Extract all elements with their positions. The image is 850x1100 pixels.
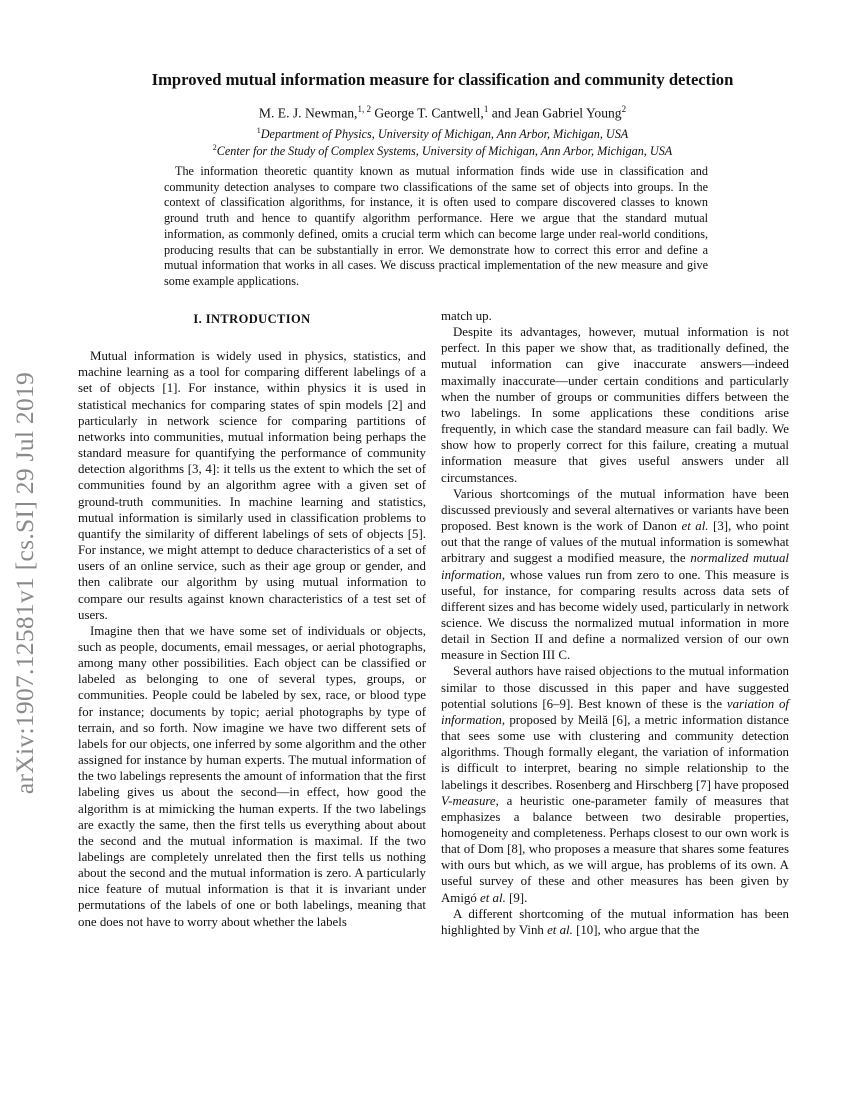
affiliation-1: $^1$Department of Physics, University of Michigan, Ann Arbor, Michigan, USA xyxy=(256,126,629,142)
paragraph: Mutual information is widely used in physics, statistics, and machine learning as a tool for comparing different labelings of a set of objects [1]. For instance, within physics it is used in statistical mechanics for comparing states of spin models [2] and particularly in network science for comparing partitions of networks into communities, mutual information being perhaps the standard measure for quantifying the performance of community detection algorithms [3, 4]: it tells us the extent to which the set of communities found by an algorithm agree with a given set of ground-truth communities. In machine learning and statistics, mutual information is similarly used in classification problems to quantify the similarity of different labelings of sets of objects [5]. For instance, we might attempt to deduce characteristics of a set of users of an online service, such as their age group or gender, and then calibrate our algorithm by using mutual information to compare our results against known characteristics of a test set of users. xyxy=(78,349,426,622)
paragraph: Imagine then that we have some set of individuals or objects, such as people, documents, email messages, or aerial photographs, among many other possibilities. Each object can be classified or labeled as belonging to one of several types, groups, or communities. People could be labeled by sex, race, or blood type for instance; documents by topic; aerial photographs by type of terrain, and so forth. Now imagine we have two different sets of labels for our objects, one inferred by some algorithm and the other assigned for instance by human experts. The mutual information of the two labelings represents the amount of information that the first labeling gives us about the second—in effect, how good the algorithm is at mimicking the human experts. If the two labelings are exactly the same, then the first tells us everything about about the second and the mutual information is maximal. If the two labelings are completely unrelated then the first tells us nothing about the second and the mutual information is zero. A particularly nice feature of mutual information is that it is invariant under permutations of the labels of one or both labelings, meaning that one does not have to worry about whether the labels xyxy=(78,623,426,929)
author-young: and Jean Gabriel Young xyxy=(488,105,622,121)
author-cantwell-affil: 1 xyxy=(483,104,489,114)
arxiv-identifier: arXiv:1907.12581v1 [cs.SI] 29 Jul 2019 xyxy=(10,371,40,795)
affiliation-2: $^2$Center for the Study of Complex Systems, University of Michigan, Ann Arbor, Michigan, USA xyxy=(212,143,673,159)
paragraph: Several authors have raised objections to the mutual information similar to those discussed in this paper and have suggested potential solutions [6–9]. Best known of these is the variation of information, proposed by Meilă [6], a metric information distance that sees some use with clustering and community detection algorithms. Though formally elegant, the variation of information is difficult to interpret, bearing no simple relationship to the labelings it describes. Rosenberg and Hirschberg [7] have proposed V-measure, a heuristic one-parameter family of measures that emphasizes a balance between two desirable properties, homogeneity and completeness. Perhaps closest to our own work is that of Dom [8], who proposes a measure that shares some features with ours but which, as we will argue, has problems of its own. A useful survey of these and other measures has been given by Amigó et al. [9]. xyxy=(441,664,789,905)
author-newman-affil: 1, 2 xyxy=(357,104,371,114)
right-column xyxy=(441,308,789,938)
paragraph: Various shortcomings of the mutual information have been discussed previously and several alternatives or variants have been proposed. Best known is the work of Danon et al. [3], who point out that the range of values of the mutual information is somewhat arbitrary and suggest a modified measure, the normalized mutual information, whose values run from zero to one. This measure is useful, for instance, for comparing results across data sets of different sizes and has become widely used, particularly in network science. We discuss the normalized mutual information in more detail in Section II and define a normalized version of our own measure in Section III C. xyxy=(441,486,789,663)
paragraph-continuation: match up. xyxy=(441,309,492,323)
paper-title: Improved mutual information measure for classification and community detection xyxy=(151,70,734,89)
author-young-affil: 2 xyxy=(621,104,627,114)
author-cantwell: George T. Cantwell, xyxy=(370,105,484,121)
abstract: The information theoretic quantity known as mutual information finds wide use in classification and community detection analyses to compare two classifications of the same set of objects into groups. In the context of classification algorithms, for instance, it is often used to compare discovered classes to known ground truth and hence to quantify algorithm performance. Here we argue that the standard mutual information, as commonly defined, omits a crucial term which can become large under real-world conditions, producing results that can be substantially in error. We demonstrate how to correct this error and define a mutual information that works in all cases. We discuss practical implementation of the new measure and give some example applications. xyxy=(164,164,708,288)
paragraph: A different shortcoming of the mutual information has been highlighted by Vinh et al. [10], who argue that the xyxy=(441,906,789,937)
section-heading: I. INTRODUCTION xyxy=(193,312,311,326)
author-newman: M. E. J. Newman, xyxy=(258,105,358,121)
left-column xyxy=(78,308,426,930)
paragraph: Despite its advantages, however, mutual information is not perfect. In this paper we show that, as traditionally defined, the mutual information can give inaccurate answers—indeed maximally inaccurate—under certain conditions and particularly when the number of groups or communities differs between the two labelings. In some applications these conditions arise frequently, in which case the standard measure can fail badly. We show how to properly correct for this failure, creating a mutual information measure that gives useful answers under all circumstances. xyxy=(441,325,789,485)
author-list xyxy=(60,104,825,122)
